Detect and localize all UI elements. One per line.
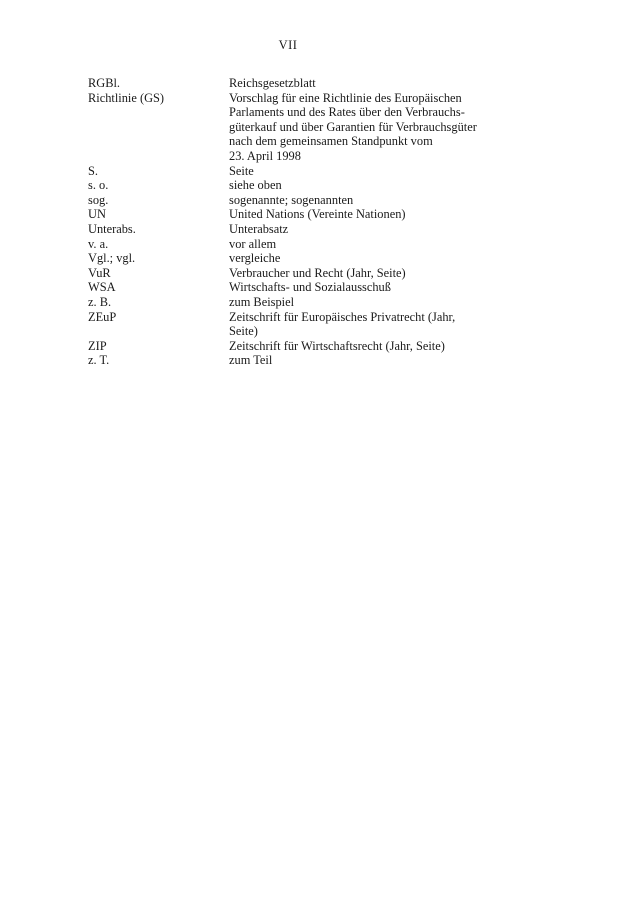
abbreviation-row [88,251,508,266]
page-number: VII [278,38,298,52]
abbreviation-term: VuR [88,265,111,280]
abbreviation-row [88,193,508,208]
definition-line: Parlaments und des Rates über den Verbrauchs- [229,105,465,120]
definition-line: Zeitschrift für Europäisches Privatrecht (Jahr, [229,309,456,324]
abbreviation-term: ZEuP [88,309,117,324]
abbreviation-term: Unterabs. [88,221,136,236]
definition-line: Wirtschafts- und Sozialausschuß [229,280,391,295]
definition-line: zum Teil [229,353,273,368]
abbreviation-row [88,237,508,252]
abbreviation-term: Richtlinie (GS) [88,90,165,105]
abbreviation-row [88,76,508,91]
definition-line: Vorschlag für eine Richtlinie des Europäischen [229,90,462,105]
definition-line: United Nations (Vereinte Nationen) [229,207,406,222]
abbreviation-definition [229,251,508,266]
abbreviation-row [88,222,508,237]
definition-line: Seite [229,163,254,178]
abbreviation-term: UN [88,207,106,222]
abbreviation-term: sog. [88,192,109,207]
abbreviation-definition [229,353,508,368]
abbreviation-definition [229,266,508,281]
definition-line: Seite) [229,324,258,339]
abbreviation-definition [229,339,508,354]
definition-line: Verbraucher und Recht (Jahr, Seite) [229,265,406,280]
abbreviation-term: Vgl.; vgl. [88,251,136,266]
definition-line: güterkauf und über Garantien für Verbrauchsgüter [229,119,477,134]
abbreviation-definition [229,164,508,179]
abbreviation-term: ZIP [88,338,107,353]
abbreviation-term: WSA [88,280,116,295]
definition-line: siehe oben [229,178,282,193]
abbreviation-definition [229,222,508,237]
abbreviation-term: RGBl. [88,76,121,90]
definition-line: zum Beispiel [229,294,295,309]
abbreviation-row [88,295,508,310]
abbreviation-term: z. T. [88,353,110,368]
abbreviation-definition [229,280,508,295]
abbreviation-definition [229,178,508,193]
definition-line: 23. April 1998 [229,148,301,163]
abbreviation-row [88,207,508,222]
abbreviation-definition [229,91,508,164]
abbreviation-definition [229,310,508,339]
abbreviation-row [88,164,508,179]
abbreviation-definition [229,295,508,310]
abbreviation-row [88,353,508,368]
definition-line: sogenannte; sogenannten [229,192,354,207]
abbreviation-term: v. a. [88,236,109,251]
definition-line: Unterabsatz [229,221,289,236]
definition-line: vergleiche [229,251,281,266]
definition-line: Reichsgesetzblatt [229,76,316,90]
abbreviation-row [88,178,508,193]
abbreviation-term: S. [88,163,98,178]
abbreviation-list [88,76,508,368]
abbreviation-definition [229,193,508,208]
abbreviation-row [88,310,508,339]
abbreviation-definition [229,207,508,222]
abbreviation-row [88,280,508,295]
abbreviation-definition [229,237,508,252]
abbreviation-term: s. o. [88,178,109,193]
abbreviation-row [88,339,508,354]
abbreviation-definition [229,76,508,91]
definition-line: nach dem gemeinsamen Standpunkt vom [229,134,433,149]
abbreviation-term: z. B. [88,294,112,309]
abbreviation-row [88,91,508,164]
definition-line: Zeitschrift für Wirtschaftsrecht (Jahr, Seite) [229,338,445,353]
definition-line: vor allem [229,236,277,251]
abbreviation-row [88,266,508,281]
